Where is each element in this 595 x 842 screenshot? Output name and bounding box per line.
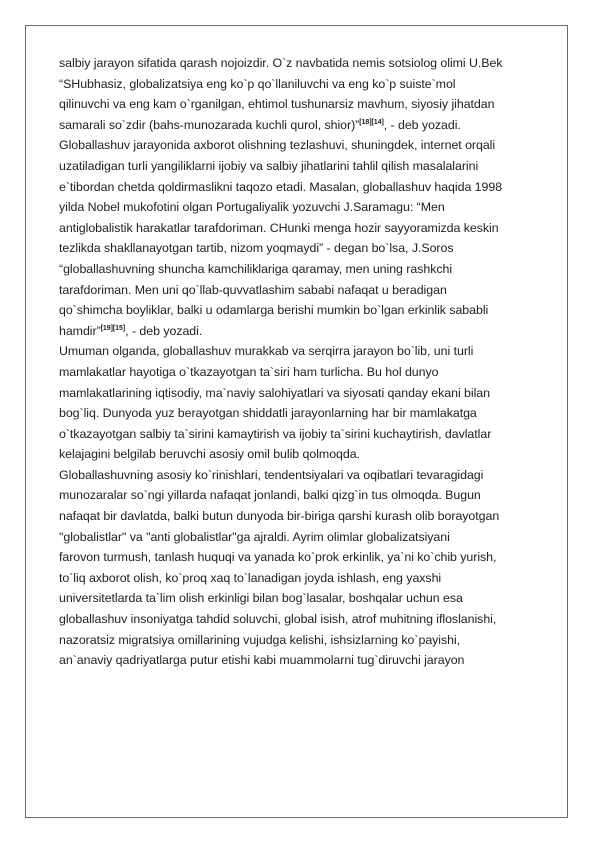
text-line: bog`liq. Dunyoda yuz berayotgan shiddatli jarayonlarning har bir mamlakatga bbox=[59, 406, 477, 421]
text-line: mamlakatlarining iqtisodiy, ma`naviy salohiyatlari va siyosati qanday ekani bilan bbox=[59, 385, 490, 400]
text-line: Globallashuvning asosiy ko`rinishlari, tendentsiyalari va oqibatlari tevaragidagi bbox=[59, 467, 484, 482]
text-line: uzatiladigan turli yangiliklarni ijobiy va salbiy jihatlarini tahlil qilish masalalarini bbox=[59, 158, 479, 173]
text-line: "globalistlar" va "anti globalistlar"ga ajraldi. Ayrim olimlar globalizatsiyani bbox=[59, 529, 450, 544]
text-line: mamlakatlar hayotiga o`tkazayotgan ta`siri ham turlicha. Bu hol dunyo bbox=[59, 364, 439, 379]
text-line: salbiy jarayon sifatida qarash nojoizdir. O`z navbatida nemis sotsiolog olimi U.Bek bbox=[59, 56, 503, 70]
text-line: globallashuv insoniyatga tahdid soluvchi, global isish, atrof muhitning ifloslanishi, bbox=[59, 612, 497, 627]
text-line: antiglobalistik harakatlar tarafdoriman. CHunki menga hozir sayyoramizda keskin bbox=[59, 220, 499, 235]
text-line: to`liq axborot olish, ko`proq xaq to`lanadigan joyda ishlash, eng yaxshi bbox=[59, 570, 442, 585]
text-line: universitetlarda ta`lim olish erkinligi bilan bog`lasalar, boshqalar uchun esa bbox=[59, 591, 463, 606]
text-segment: , - deb yozadi. bbox=[125, 323, 203, 338]
text-line: o`tkazayotgan salbiy ta`sirini kamaytirish va ijobiy ta`sirini kuchaytirish, davlatlar bbox=[59, 426, 492, 441]
footnote-reference[interactable]: [18][14] bbox=[359, 118, 384, 126]
text-line: farovon turmush, tanlash huquqi va yanada ko`prok erkinlik, ya`ni ko`chib yurish, bbox=[59, 550, 497, 565]
text-line: e`tibordan chetda qoldirmaslikni taqozo etadi. Masalan, globallashuv haqida 1998 bbox=[59, 179, 503, 194]
text-line: yilda Nobel mukofotini olgan Portugaliyalik yozuvchi J.Saramagu: “Men bbox=[59, 200, 445, 215]
text-line bbox=[59, 115, 559, 136]
text-line: kelajagini belgilab beruvchi asosiy omil bulib qolmoqda. bbox=[59, 447, 360, 462]
text-line: munozaralar so`ngi yillarda nafaqat jonlandi, balki qizg`in tus olmoqda. Bugun bbox=[59, 488, 481, 503]
text-line: qo`shimcha boyliklar, balki u odamlarga berishi mumkin bo`lgan erkinlik sababli bbox=[59, 303, 489, 318]
text-line: “SHubhasiz, globalizatsiya eng ko`p qo`llaniluvchi va eng ko`p suiste`mol bbox=[59, 76, 456, 91]
footnote-reference[interactable]: [19][15] bbox=[100, 324, 126, 332]
text-line: tarafdoriman. Men uni qo`llab-quvvatlashim sababi nafaqat u beradigan bbox=[59, 282, 447, 297]
text-segment: , - deb yozadi. bbox=[383, 117, 461, 132]
text-segment: hamdir” bbox=[59, 323, 101, 338]
text-segment: samarali so`zdir (bahs-munozarada kuchli qurol, shior)” bbox=[59, 117, 360, 132]
text-line: “globallashuvning shuncha kamchiliklariga qaramay, men uning rashkchi bbox=[59, 261, 453, 276]
text-line bbox=[59, 321, 559, 342]
text-line: Globallashuv jarayonida axborot olishning tezlashuvi, shuningdek, internet orqali bbox=[59, 138, 496, 153]
text-line: Umuman olganda, globallashuv murakkab va serqirra jarayon bo`lib, uni turli bbox=[59, 344, 474, 359]
text-line: an`anaviy qadriyatlarga putur etishi kabi muammolarni tug`diruvchi jarayon bbox=[59, 653, 465, 668]
text-line: nafaqat bir davlatda, balki butun dunyoda bir-biriga qarshi kurash olib borayotgan bbox=[59, 509, 500, 524]
text-line: qilinuvchi va eng kam o`rganilgan, ehtimol tushunarsiz mavhum, siyosiy jihatdan bbox=[59, 97, 495, 112]
text-line: nazoratsiz migratsiya omillarining vujudga kelishi, ishsizlarning ko`payishi, bbox=[59, 632, 461, 647]
text-line: tezlikda shakllanayotgan tartib, nizom yoqmaydi” - degan bo`lsa, J.Soros bbox=[59, 241, 454, 256]
document-body bbox=[59, 53, 559, 671]
